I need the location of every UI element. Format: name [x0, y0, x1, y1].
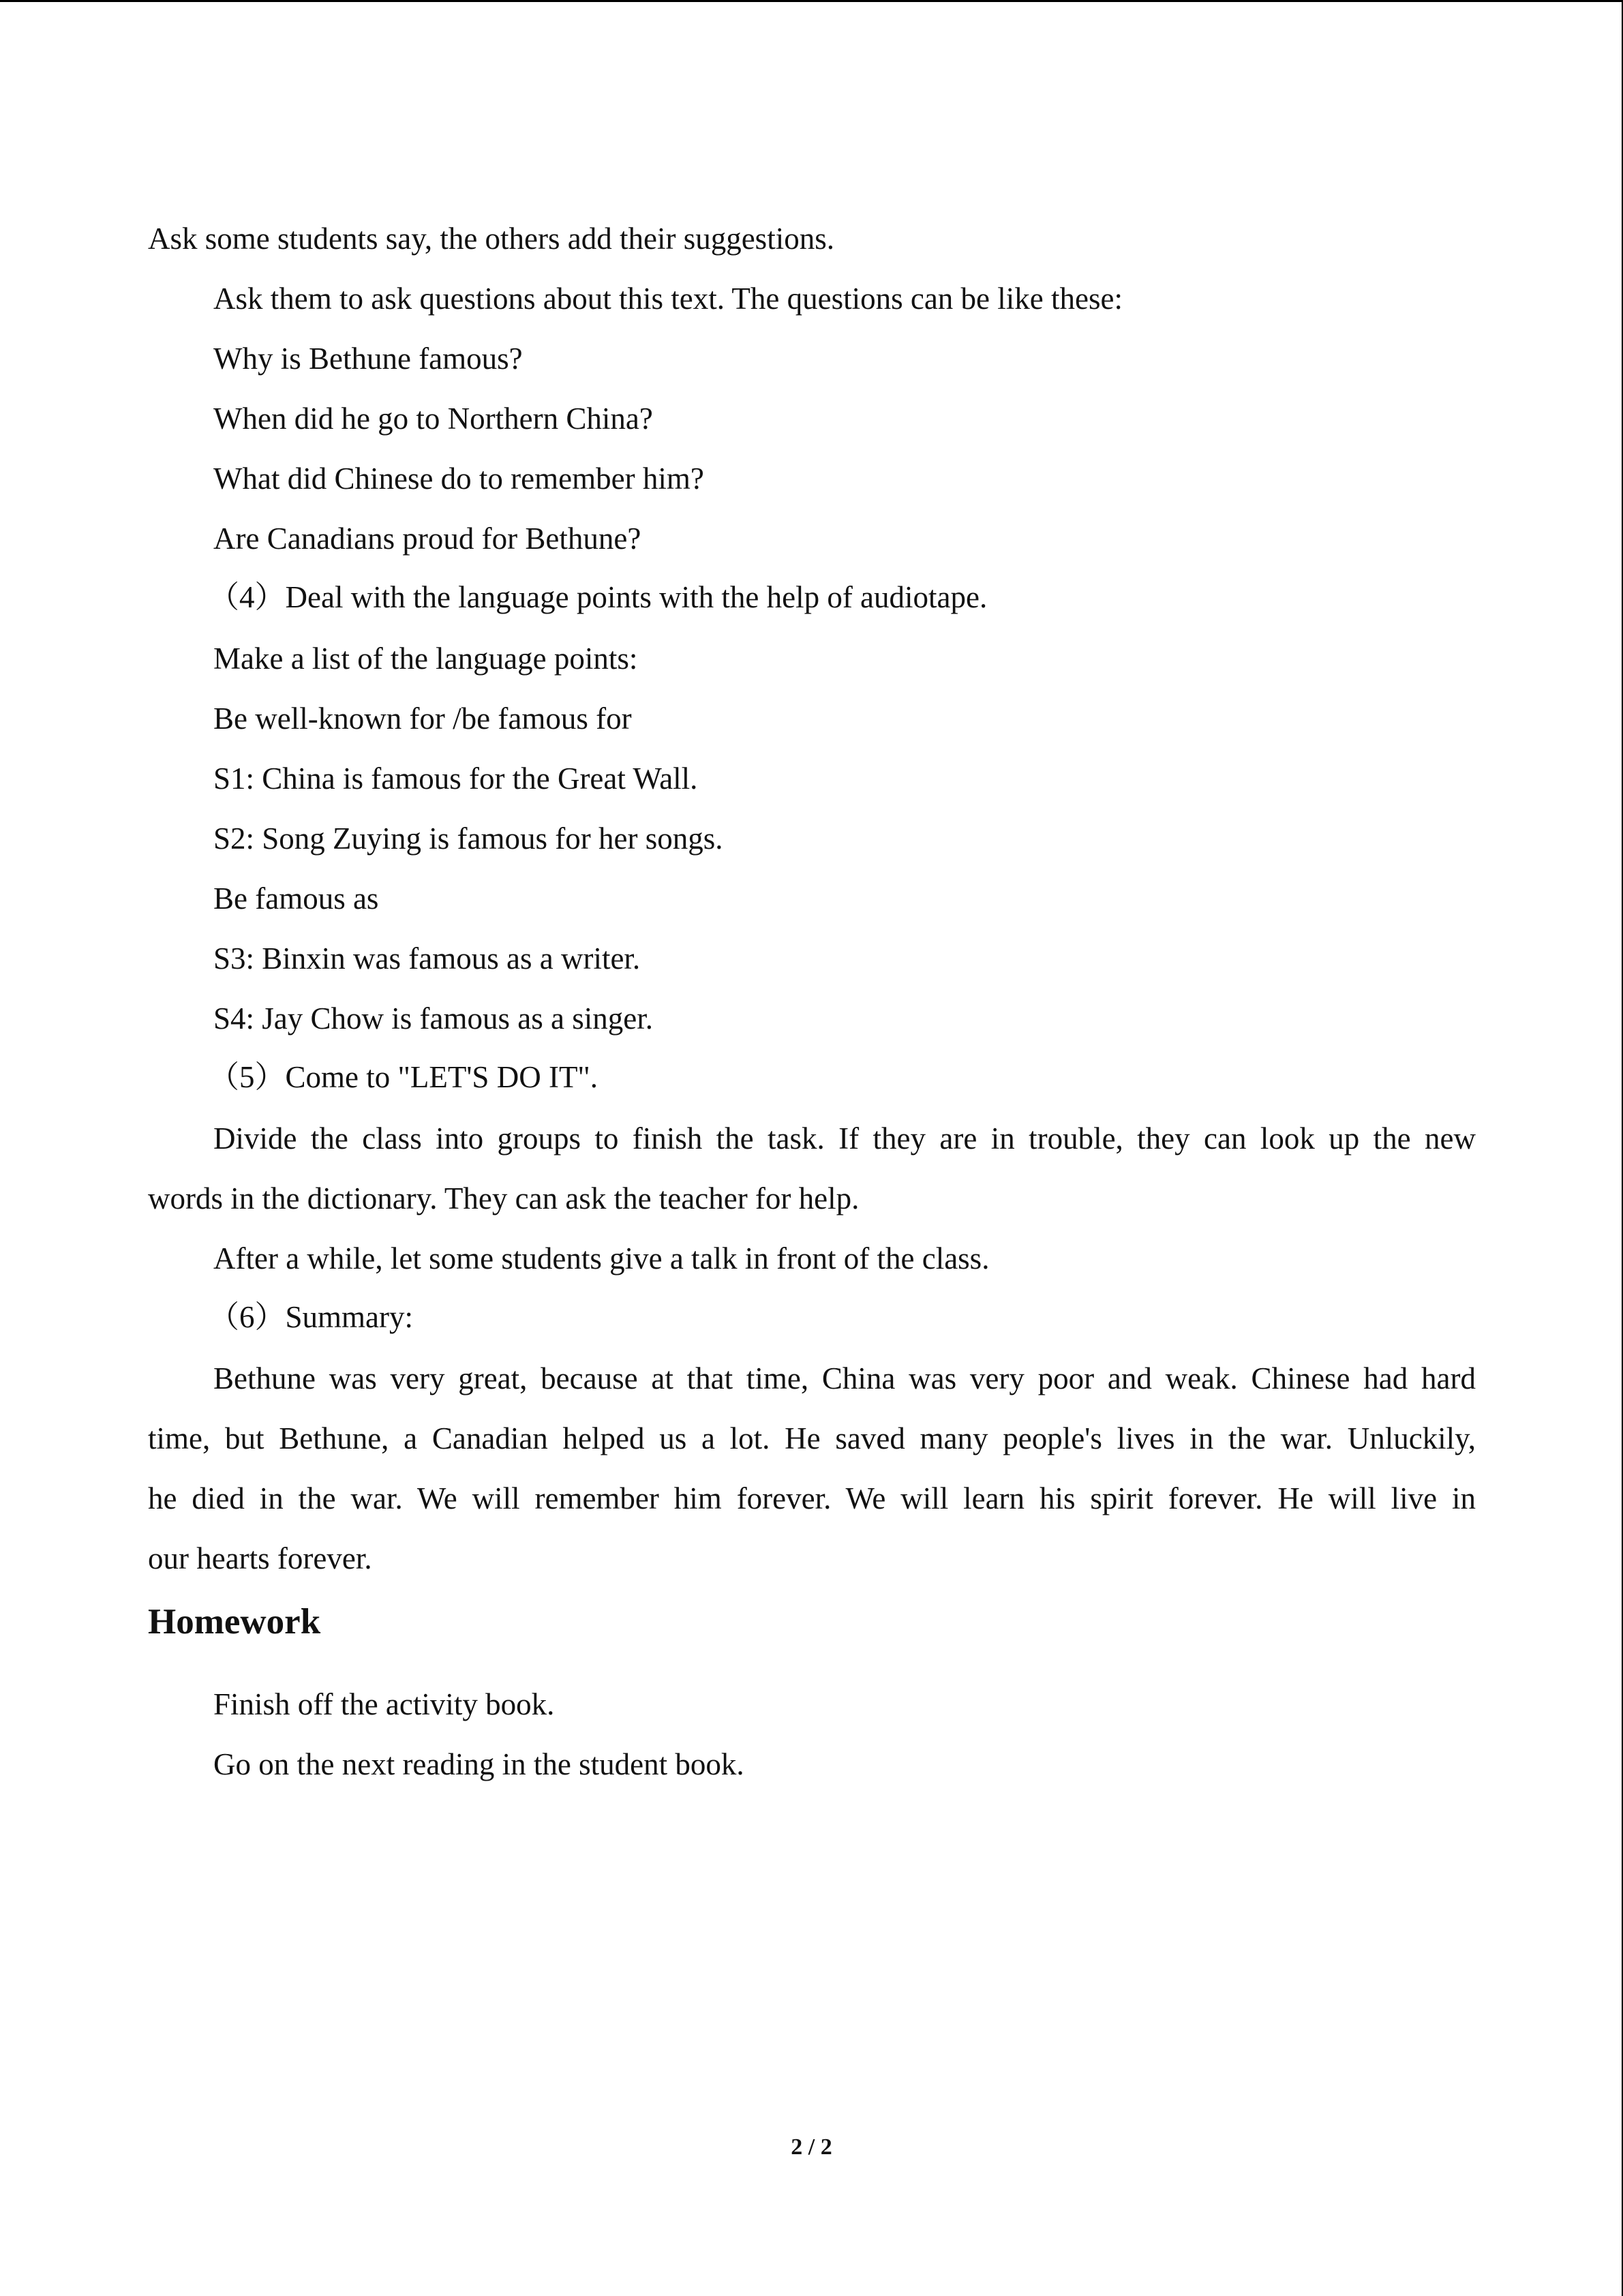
- homework-heading: Homework: [148, 1602, 321, 1642]
- paragraph-line: After a while, let some students give a talk in front of the class.: [213, 1241, 990, 1275]
- page-number: 2 / 2: [791, 2134, 832, 2160]
- step-heading: （4）Deal with the language points with the help of audiotape.: [209, 580, 988, 614]
- paragraph-line: Ask them to ask questions about this text. The questions can be like these:: [213, 282, 1123, 316]
- question-line: Are Canadians proud for Bethune?: [213, 522, 641, 556]
- paragraph-line: Be well-known for /be famous for: [213, 701, 632, 736]
- paragraph-line: Ask some students say, the others add their suggestions.: [148, 222, 834, 256]
- example-line: S1: China is famous for the Great Wall.: [213, 761, 698, 796]
- question-line: What did Chinese do to remember him?: [213, 462, 704, 496]
- example-line: S2: Song Zuying is famous for her songs.: [213, 821, 723, 856]
- homework-item: Go on the next reading in the student book.: [213, 1747, 744, 1781]
- example-line: S3: Binxin was famous as a writer.: [213, 941, 641, 976]
- question-line: Why is Bethune famous?: [213, 342, 523, 376]
- paragraph-line: Be famous as: [213, 881, 379, 916]
- step-heading: （6）Summary:: [209, 1300, 413, 1334]
- paragraph-line: Make a list of the language points:: [213, 641, 638, 676]
- summary-line: our hearts forever.: [148, 1541, 372, 1575]
- homework-item: Finish off the activity book.: [213, 1687, 555, 1721]
- summary-line: time, but Bethune, a Canadian helped us a lot. He saved many people's lives in the war. Unluckily,: [148, 1421, 1476, 1455]
- paragraph-line: Divide the class into groups to finish the task. If they are in trouble, they can look up the new: [213, 1121, 1476, 1155]
- summary-line: Bethune was very great, because at that time, China was very poor and weak. Chinese had hard: [213, 1361, 1476, 1395]
- question-line: When did he go to Northern China?: [213, 402, 653, 436]
- step-heading: （5）Come to "LET'S DO IT".: [209, 1060, 598, 1094]
- example-line: S4: Jay Chow is famous as a singer.: [213, 1001, 653, 1036]
- summary-line: he died in the war. We will remember him forever. We will learn his spirit forever. He will live in: [148, 1481, 1476, 1515]
- paragraph-line: words in the dictionary. They can ask the teacher for help.: [148, 1181, 860, 1215]
